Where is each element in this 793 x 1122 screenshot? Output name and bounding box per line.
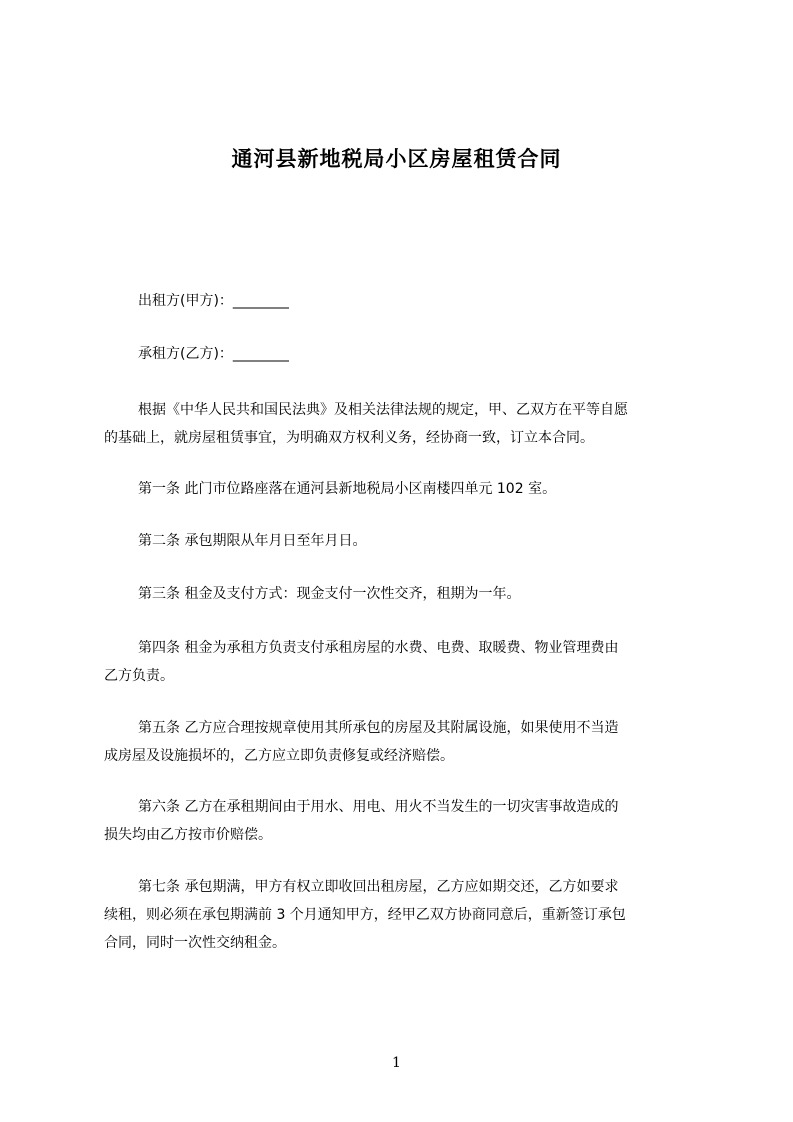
article-3: 第三条 租金及支付方式：现金支付一次性交齐，租期为一年。 <box>138 586 521 602</box>
article-7-line-1: 第七条 承包期满，甲方有权立即收回出租房屋，乙方应如期交还，乙方如要求 <box>138 879 619 895</box>
article-2: 第二条 承包期限从年月日至年月日。 <box>138 533 367 549</box>
article-5-line-1: 第五条 乙方应合理按规章使用其所承包的房屋及其附属设施，如果使用不当造 <box>138 720 619 736</box>
document-title: 通河县新地税局小区房屋租赁合同 <box>231 147 562 171</box>
article-4-line-2: 乙方负责。 <box>104 668 174 684</box>
page-number: 1 <box>392 1055 401 1071</box>
article-4-line-1: 第四条 租金为承租方负责支付承租房屋的水费、电费、取暖费、物业管理费由 <box>138 640 619 656</box>
article-7-line-3: 合同，同时一次性交纳租金。 <box>104 935 286 951</box>
article-4-paragraph <box>104 634 704 690</box>
article-1: 第一条 此门市位路座落在通河县新地税局小区南楼四单元 102 室。 <box>138 481 557 497</box>
article-7-line-2: 续租，则必须在承包期满前 3 个月通知甲方，经甲乙双方协商同意后，重新签订承包 <box>104 907 626 923</box>
article-6-line-2: 损失均由乙方按市价赔偿。 <box>104 827 272 843</box>
preamble-line-2: 的基础上，就房屋租赁事宜，为明确双方权利义务，经协商一致，订立本合同。 <box>104 430 594 446</box>
preamble-paragraph <box>104 396 704 452</box>
lessee-line: 承租方(乙方)：________ <box>138 346 289 362</box>
lessor-line: 出租方(甲方)：________ <box>138 293 289 309</box>
article-6-line-1: 第六条 乙方在承租期间由于用水、用电、用火不当发生的一切灾害事故造成的 <box>138 799 619 815</box>
article-6-paragraph <box>104 793 704 849</box>
preamble-line-1: 根据《中华人民共和国民法典》及相关法律法规的规定，甲、乙双方在平等自愿 <box>138 402 628 418</box>
article-5-paragraph <box>104 714 704 770</box>
article-7-paragraph <box>104 873 704 957</box>
article-5-line-2: 成房屋及设施损坏的，乙方应立即负责修复或经济赔偿。 <box>104 748 454 764</box>
